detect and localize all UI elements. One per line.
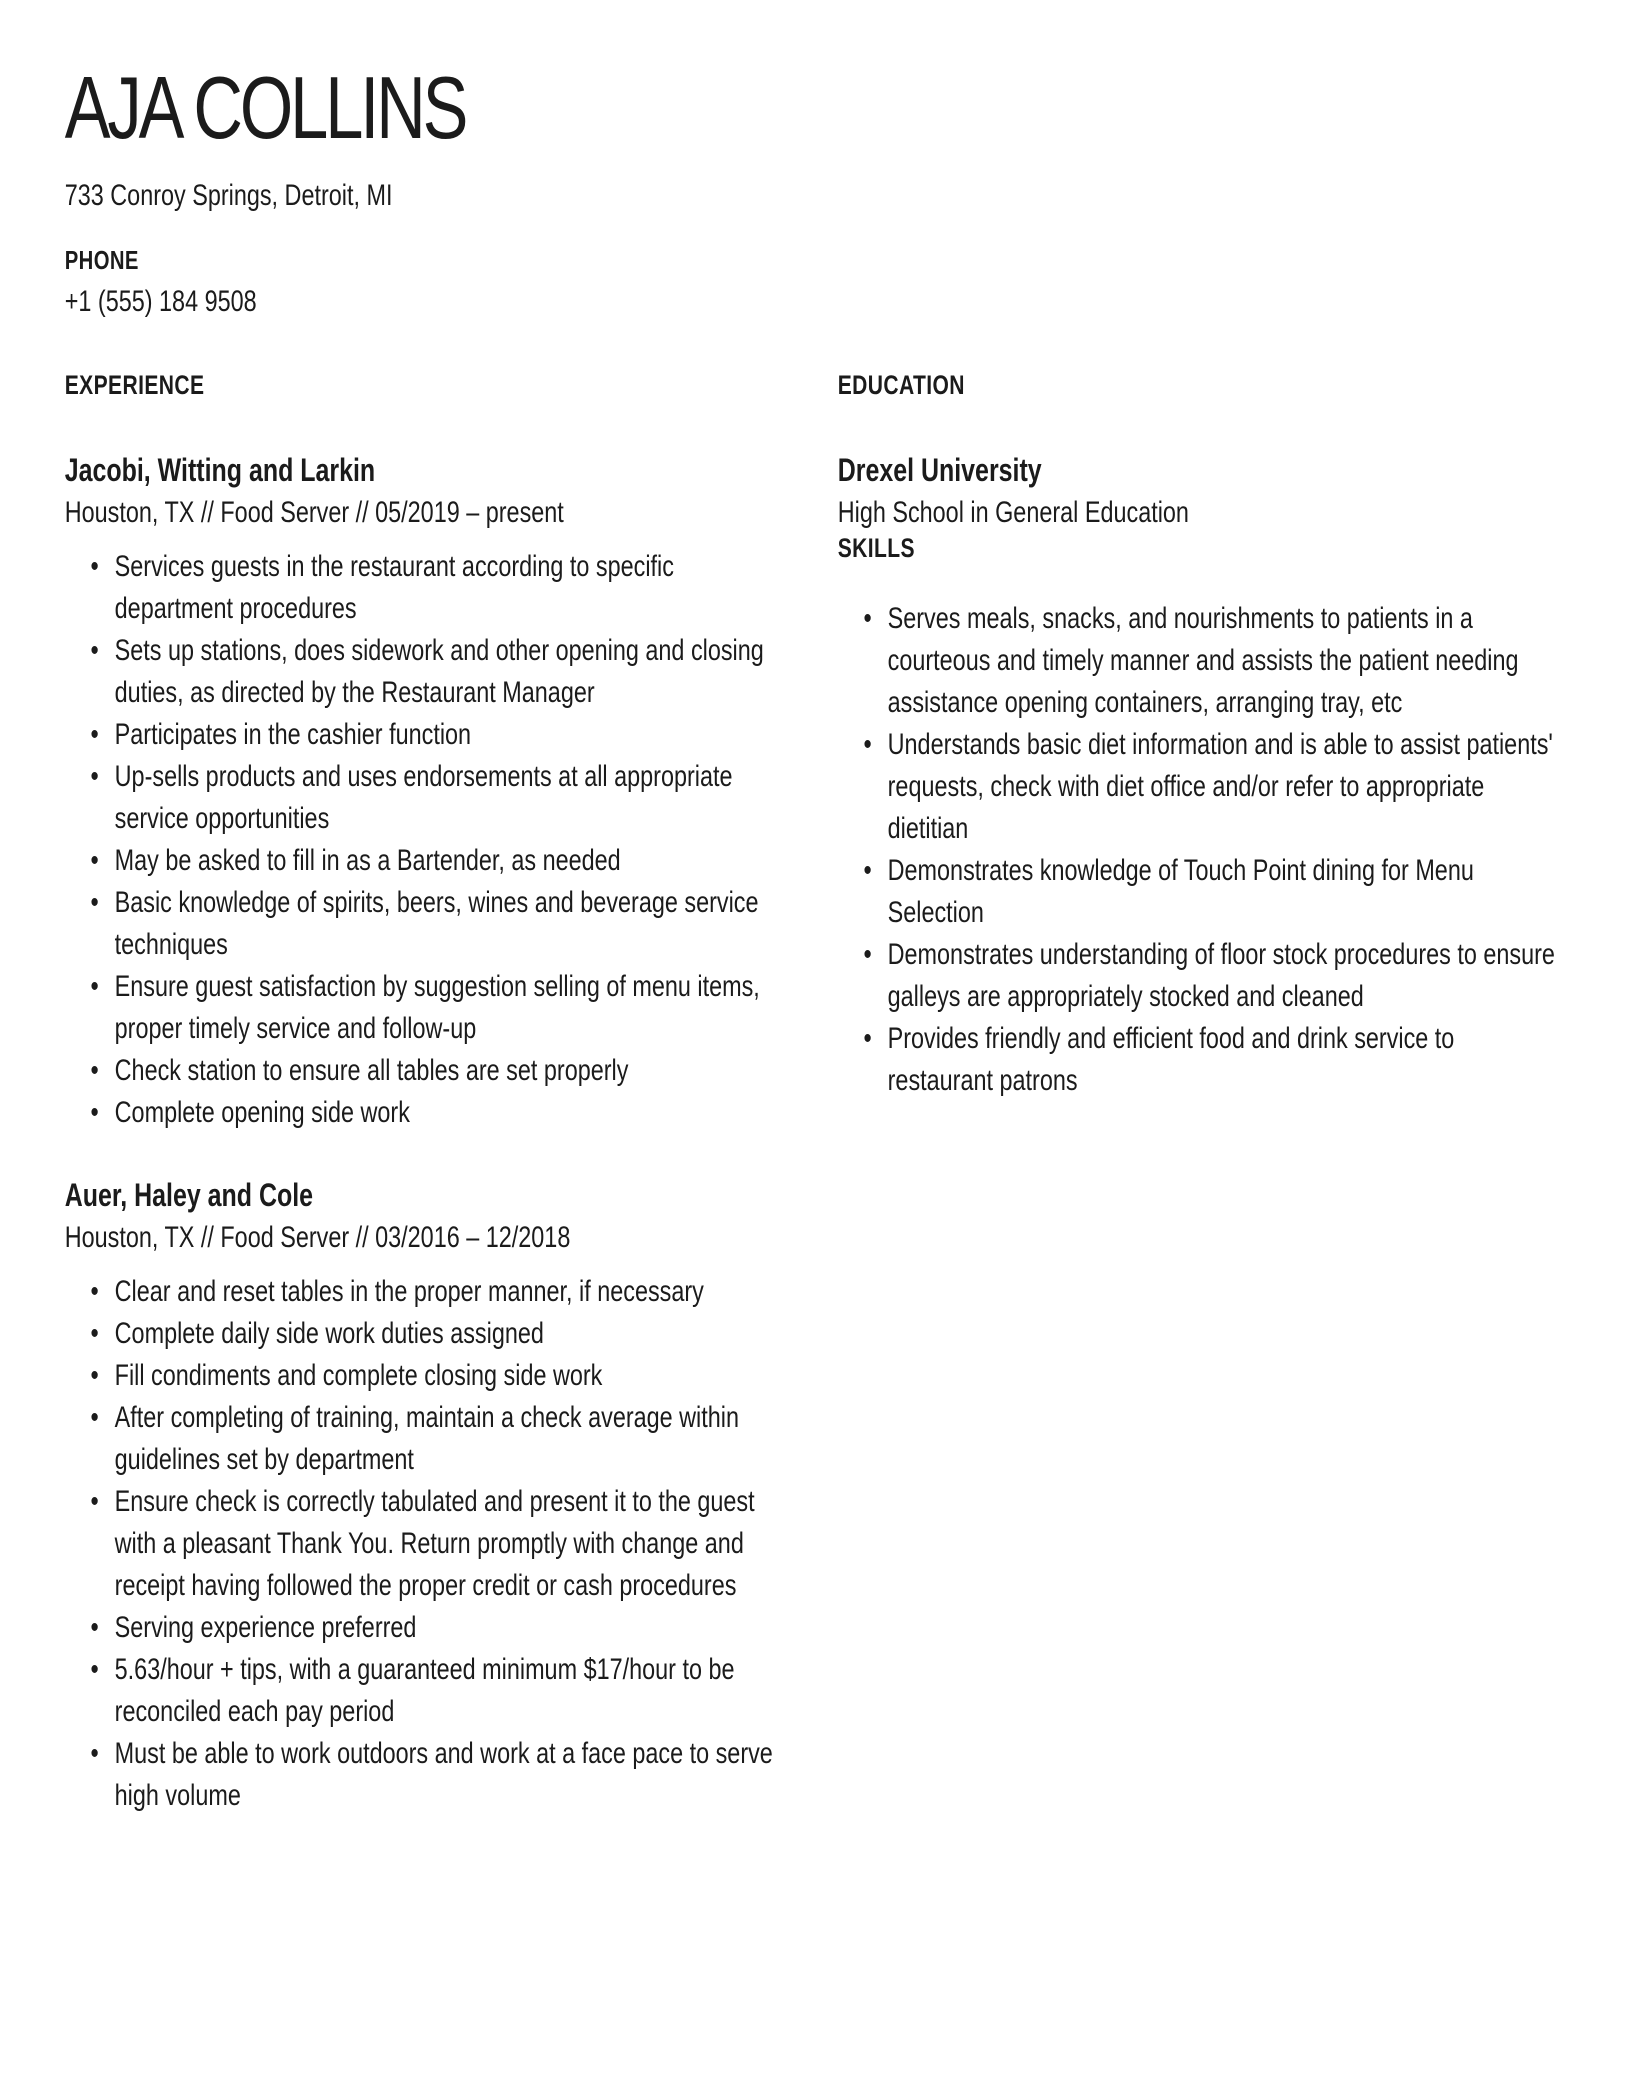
bullet-item: • Serves meals, snacks, and nourishments to patients in a courteous and timely manner and assists the patient needing assistance opening containers, arranging tray, etc <box>838 598 1556 724</box>
resume-columns <box>65 369 1556 1817</box>
job-company: Auer, Haley and Cole <box>64 1177 314 1213</box>
phone-value: +1 (555) 184 9508 <box>64 285 257 318</box>
experience-column <box>65 369 798 1817</box>
bullet-item: • Clear and reset tables in the proper manner, if necessary <box>65 1271 798 1313</box>
bullet-item: • Up-sells products and uses endorsements at all appropriate service opportunities <box>65 756 798 840</box>
phone-label: PHONE <box>64 245 139 275</box>
bullet-item: • Participates in the cashier function <box>65 714 798 756</box>
job-meta: Houston, TX // Food Server // 03/2016 – 12/2018 <box>64 1221 571 1254</box>
bullet-item: • After completing of training, maintain a check average within guidelines set by department <box>65 1397 798 1481</box>
job-entry-2 <box>65 1174 798 1817</box>
skills-heading: SKILLS <box>837 533 915 563</box>
bullet-item: • Ensure guest satisfaction by suggestion selling of menu items, proper timely service and follow-up <box>65 966 798 1050</box>
job-company: Jacobi, Witting and Larkin <box>64 452 376 488</box>
skills-bullet-list <box>838 598 1556 1102</box>
experience-heading: EXPERIENCE <box>64 370 205 400</box>
bullet-item: • Demonstrates knowledge of Touch Point dining for Menu Selection <box>838 850 1556 934</box>
bullet-item: • Ensure check is correctly tabulated and present it to the guest with a pleasant Thank You. Return promptly with change and receipt having followed the proper credit or cash procedures <box>65 1481 798 1607</box>
education-degree: High School in General Education <box>837 496 1189 529</box>
bullet-item: • Demonstrates understanding of floor stock procedures to ensure galleys are appropriately stocked and cleaned <box>838 934 1556 1018</box>
bullet-item: • Provides friendly and efficient food and drink service to restaurant patrons <box>838 1018 1556 1102</box>
bullet-item: • Services guests in the restaurant according to specific department procedures <box>65 546 798 630</box>
bullet-item: • Check station to ensure all tables are set properly <box>65 1050 798 1092</box>
education-heading: EDUCATION <box>837 370 965 400</box>
bullet-item: • Sets up stations, does sidework and other opening and closing duties, as directed by the Restaurant Manager <box>65 630 798 714</box>
education-skills-column <box>838 369 1556 1817</box>
bullet-item: • Serving experience preferred <box>65 1607 798 1649</box>
education-school: Drexel University <box>837 452 1042 488</box>
candidate-name: AJA COLLINS <box>64 58 466 157</box>
bullet-item: • Complete opening side work <box>65 1092 798 1134</box>
bullet-item: • Must be able to work outdoors and work at a face pace to serve high volume <box>65 1733 798 1817</box>
job-bullet-list <box>65 546 798 1134</box>
bullet-item: • May be asked to fill in as a Bartender, as needed <box>65 840 798 882</box>
candidate-address: 733 Conroy Springs, Detroit, MI <box>64 179 393 212</box>
bullet-item: • Basic knowledge of spirits, beers, wines and beverage service techniques <box>65 882 798 966</box>
job-bullet-list <box>65 1271 798 1817</box>
education-entry <box>838 449 1556 532</box>
bullet-item: • Fill condiments and complete closing side work <box>65 1355 798 1397</box>
job-meta: Houston, TX // Food Server // 05/2019 – present <box>64 496 564 529</box>
job-entry-1 <box>65 449 798 1134</box>
bullet-item: • Understands basic diet information and is able to assist patients' requests, check with diet office and/or refer to appropriate dietitian <box>838 724 1556 850</box>
bullet-item: • Complete daily side work duties assigned <box>65 1313 798 1355</box>
bullet-item: • 5.63/hour + tips, with a guaranteed minimum $17/hour to be reconciled each pay period <box>65 1649 798 1733</box>
